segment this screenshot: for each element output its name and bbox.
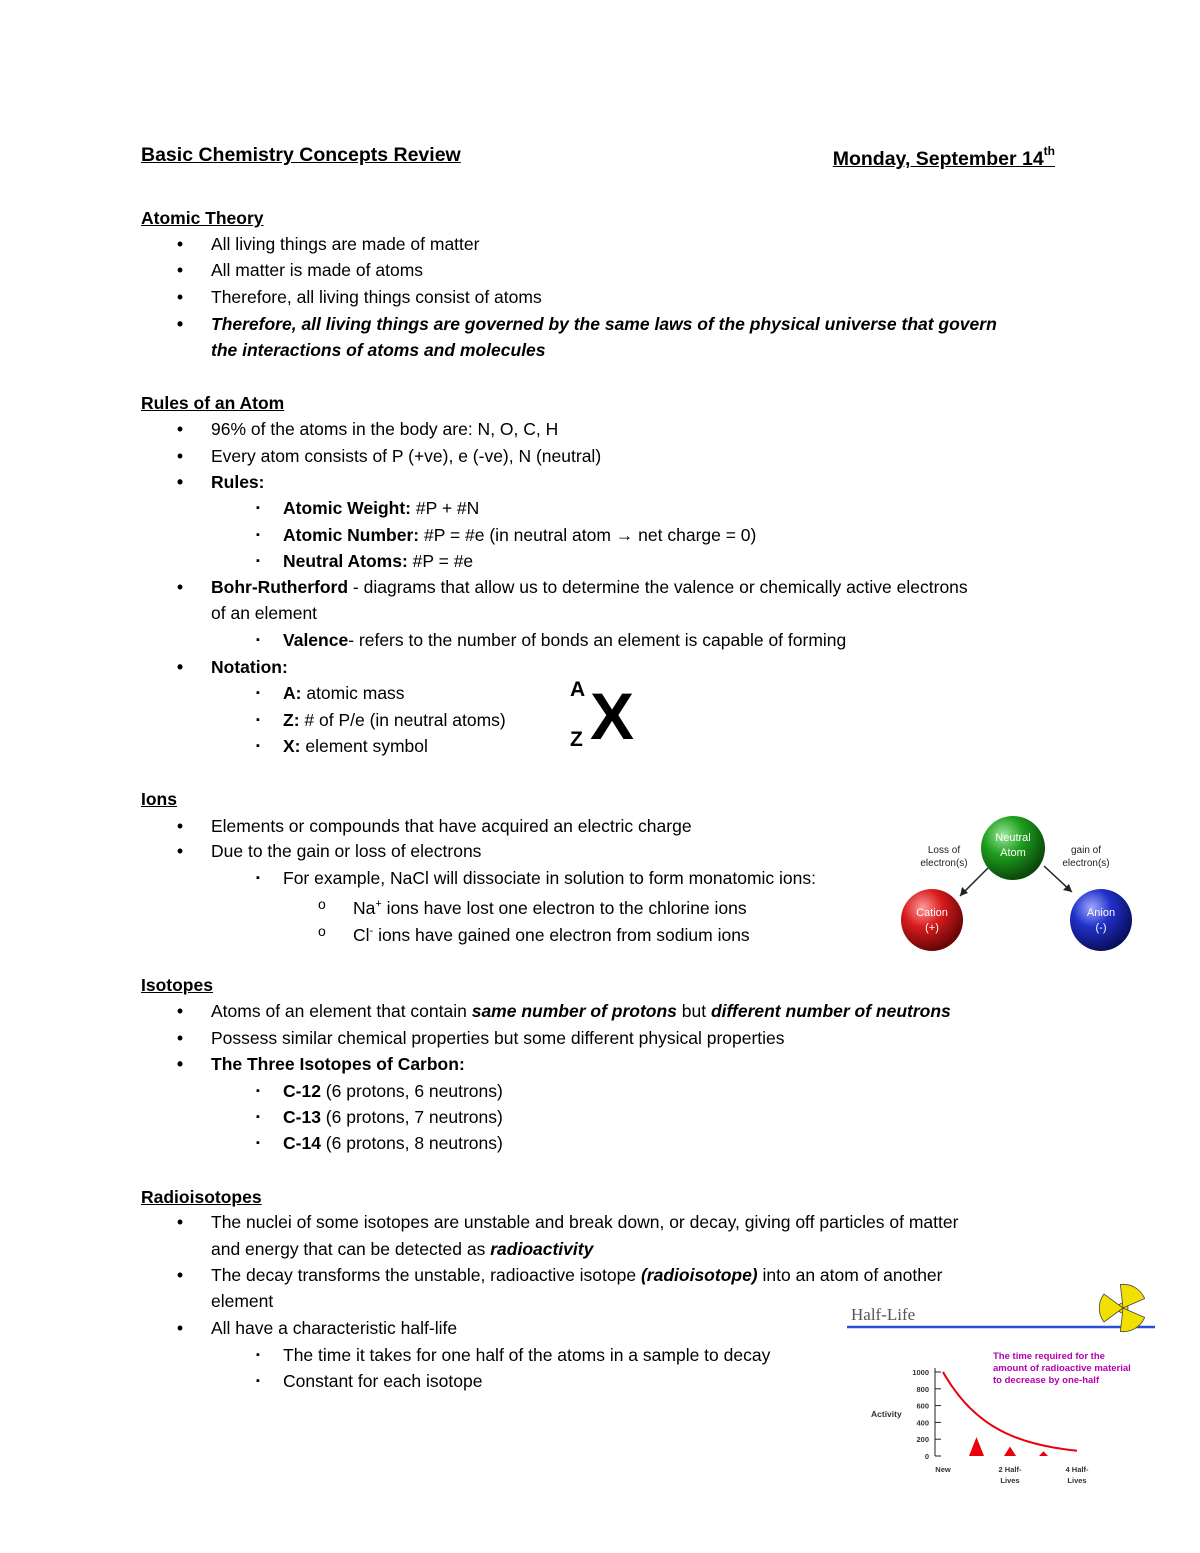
loss-label-2: electron(s) — [920, 858, 968, 869]
notation-z: Z — [570, 728, 583, 751]
cation-label-1: Cation — [916, 907, 948, 919]
cation-label-2: (+) — [925, 922, 939, 934]
y-tick-label: 0 — [924, 1452, 929, 1461]
neutral-label-1: Neutral — [995, 832, 1031, 844]
y-tick-label: 400 — [916, 1418, 929, 1428]
y-ticks — [912, 1368, 941, 1461]
caption-line-3: to decrease by one-half — [993, 1375, 1100, 1386]
cation-sphere — [901, 889, 963, 951]
heading-atomic-theory: Atomic Theory — [141, 208, 264, 228]
title-row — [141, 144, 1055, 176]
half-life-chart — [845, 1280, 1161, 1490]
y-tick-label: 1000 — [912, 1368, 929, 1377]
neutral-label-2: Atom — [1000, 847, 1026, 859]
y-tick-label: 200 — [916, 1435, 929, 1445]
date-suffix: th — [1043, 144, 1055, 158]
x-tick-label: 4 Half- — [1065, 1465, 1089, 1474]
page-title: Basic Chemistry Concepts Review — [141, 144, 461, 166]
chart-title: Half-Life — [851, 1305, 916, 1324]
decay-marker — [1039, 1451, 1048, 1456]
x-tick-label: 2 Half- — [998, 1465, 1022, 1474]
ion-formation-diagram — [898, 808, 1146, 958]
loss-label-1: Loss of — [927, 845, 961, 856]
heading-radioisotopes: Radioisotopes — [141, 1187, 262, 1207]
notation-x: X — [590, 679, 635, 753]
y-tick-label: 800 — [916, 1384, 929, 1394]
heading-ions: Ions — [141, 789, 177, 809]
y-tick-label: 600 — [916, 1401, 929, 1411]
x-tick-label: Lives — [1000, 1476, 1020, 1485]
anion-label-1: Anion — [1086, 907, 1116, 919]
caption-line-2: amount of radioactive material — [993, 1363, 1131, 1374]
x-tick-label: Lives — [1067, 1476, 1087, 1485]
gain-label-1: gain of — [1070, 845, 1102, 856]
x-labels — [935, 1465, 1089, 1485]
date-text: Monday, September 14 — [832, 148, 1044, 170]
heading-rules-of-atom: Rules of an Atom — [141, 393, 285, 413]
decay-marker — [1004, 1447, 1016, 1456]
decay-markers — [969, 1437, 1048, 1456]
caption-line-1: The time required for the — [993, 1351, 1105, 1362]
document-page: Basic Chemistry Concepts Review Monday, September 14th Atomic Theory • All living things are made of matter • All matter is made of atoms • Therefore, all living things consist of atoms • Therefore, all living things are governed by the same laws of the physical universe that govern the interactions of atoms and molecules Rules of an Atom • 96% of the atoms in the body are: N, O, C, H • Every atom consists of P (+ve), e (-ve), N (neutral) • Rules: ▪ Atomic Weight: #P + #N ▪ Atomic Number: #P = #e (in neutral atom → net charge = 0) ▪ Neutral Atoms: #P = #e • Bohr-Rutherford - diagrams that allow us to determine the valence or chemically active electrons of an element ▪ Valence- refers to the number of bonds an element is capable of forming • Notation: ▪ A: atomic mass ▪ Z: # of P/e (in neutral atoms) ▪ X: element symbol A Z X Ions • Elements or compounds that have acquired an electric charge • Due to the gain or loss of electrons ▪ For example, NaCl will dissociate in solution to form monatomic ions: o Na+ ions have lost one electron to the chlorine ions o Cl- ions have gained one electron from sodium ions Neutral Atom Cation (+) Anion (-) Loss of electron(s) gain of electron(s) Isotopes • Atoms of an element that contain same number of protons but different number of neutrons • Possess similar chemical properties but some different physical properties • The Three Isotopes of Carbon: ▪ C-12 (6 protons, 6 neutrons) ▪ C-13 (6 protons, 7 neutrons) ▪ C-14 (6 protons, 8 neutrons) Radioisotopes • The nuclei of some isotopes are unstable and break down, or decay, giving off particles of matter and energy that can be detected as radioactivity • The decay transforms the unstable, radioactive isotope (radioisotope) into an atom of another element • All have a characteristic half-life ▪ The time it takes for one half of the atoms in a sample to decay ▪ Constant for each isotope Half-Life The time required for the amount of radioactive material to decrease by one-half Activity 1000 800 600 400 200 0 New 2 Half- Lives 4 Half- Lives — [0, 0, 1200, 1553]
isotope-notation-figure — [568, 676, 648, 756]
anion-label-2: (-) — [1095, 922, 1107, 934]
decay-marker — [969, 1437, 984, 1456]
y-axis-label: Activity — [871, 1409, 902, 1419]
page-date — [833, 144, 1055, 171]
anion-sphere — [1070, 889, 1132, 951]
notation-a: A — [570, 678, 586, 701]
arrow-right-icon: → — [615, 525, 634, 545]
x-tick-label: New — [935, 1465, 951, 1474]
gain-label-2: electron(s) — [1062, 858, 1110, 869]
heading-isotopes: Isotopes — [141, 975, 213, 995]
